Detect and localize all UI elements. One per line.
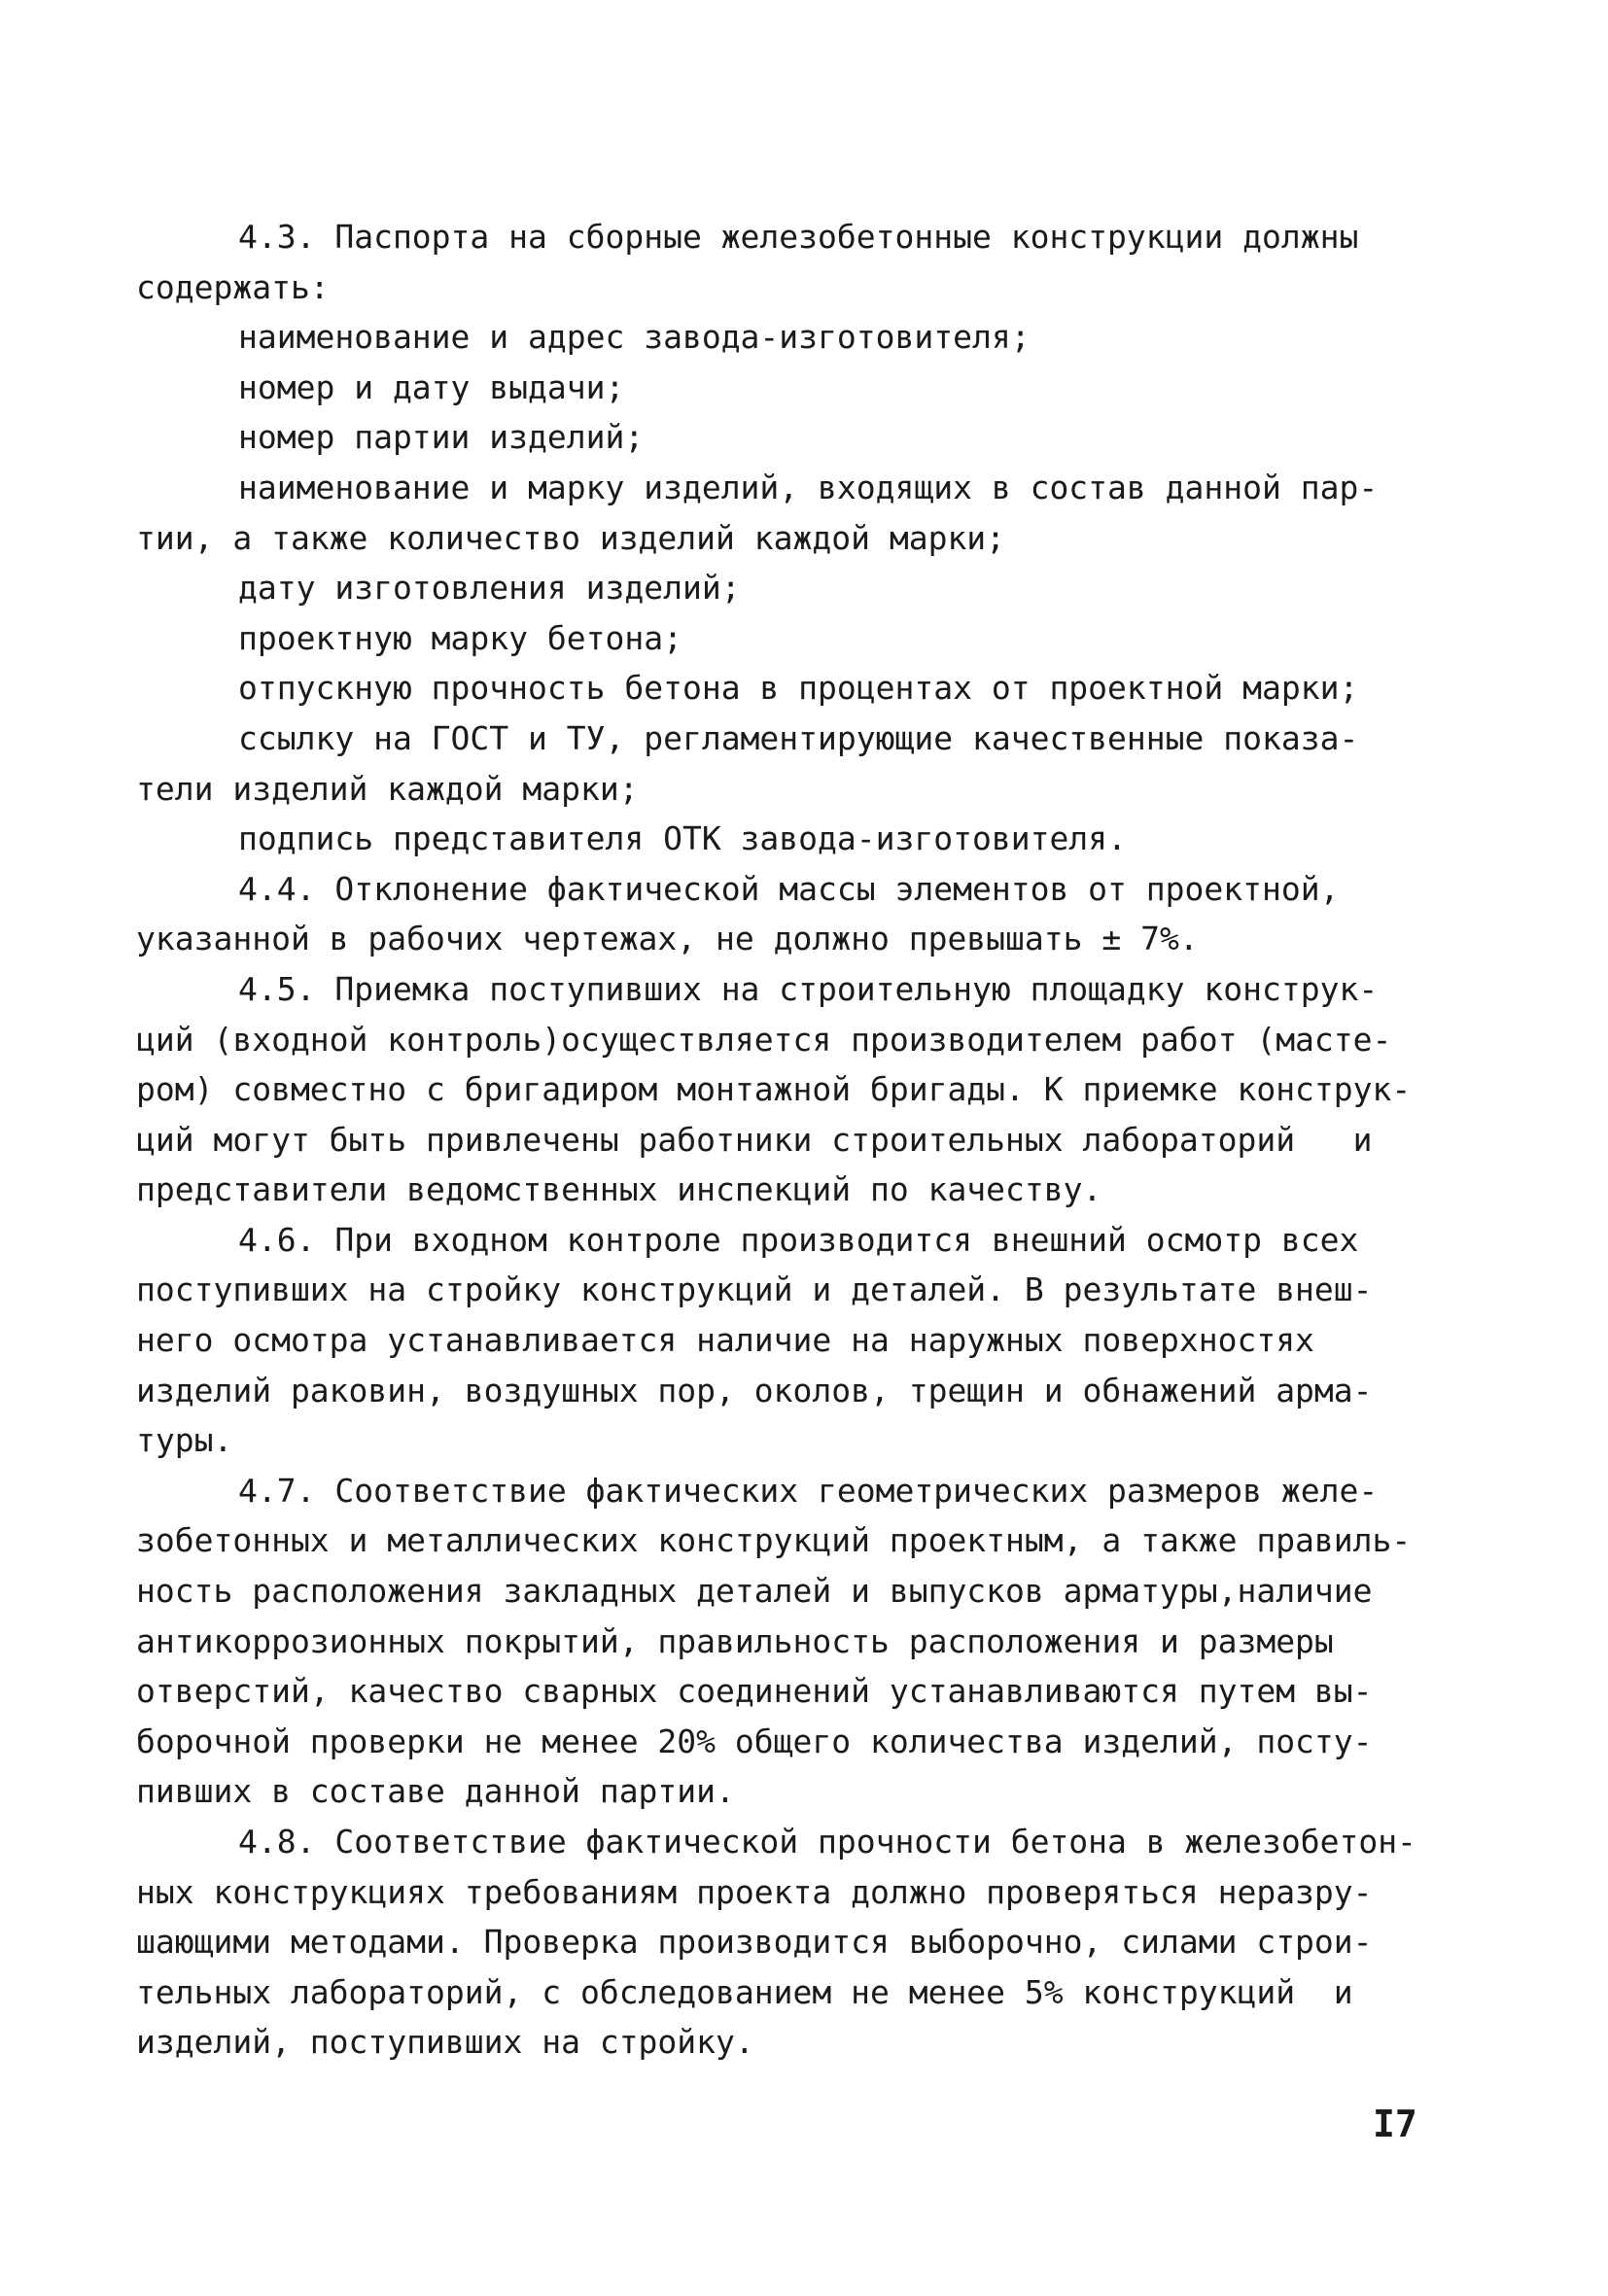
text-line: 4.6. При входном контроле производится внешний осмотр всех xyxy=(238,1220,1359,1259)
text-line: изделий, поступивших на стройку. xyxy=(136,2023,754,2062)
text-line: подпись представителя ОТК завода-изготовителя. xyxy=(238,819,1127,858)
text-line: зобетонных и металлических конструкций проектным, а также правиль- xyxy=(136,1521,1412,1560)
text-line: указанной в рабочих чертежах, не должно превышать ± 7%. xyxy=(136,920,1199,958)
text-line: наименование и марку изделий, входящих в состав данной пар- xyxy=(238,468,1379,506)
text-line: отпускную прочность бетона в процентах от проектной марки; xyxy=(238,669,1359,708)
text-line: проектную марку бетона; xyxy=(238,618,682,657)
text-line: 4.8. Соответствие фактической прочности бетона в железобетон- xyxy=(238,1823,1416,1861)
text-line: изделий раковин, воздушных пор, околов, трещин и обнажений арма- xyxy=(136,1371,1373,1409)
text-line: ций (входной контроль)осуществляется производителем работ (масте- xyxy=(136,1020,1392,1059)
text-line: ссылку на ГОСТ и ТУ, регламентирующие качественные показа- xyxy=(238,718,1359,757)
text-line: него осмотра устанавливается наличие на наружных поверхностях xyxy=(136,1321,1314,1360)
text-line: содержать: xyxy=(136,267,330,306)
text-line: тии, а также количество изделий каждой марки; xyxy=(136,518,1006,557)
text-line: пивших в составе данной партии. xyxy=(136,1772,735,1811)
text-line: ром) совместно с бригадиром монтажной бригады. К приемке конструк- xyxy=(136,1070,1412,1109)
text-line: борочной проверки не менее 20% общего количества изделий, посту- xyxy=(136,1722,1373,1760)
text-line: наименование и адрес завода-изготовителя; xyxy=(238,318,1031,357)
text-line: ность расположения закладных деталей и выпусков арматуры,наличие xyxy=(136,1572,1373,1611)
text-line: представители ведомственных инспекций по качеству. xyxy=(136,1170,1102,1209)
text-line: 4.7. Соответствие фактических геометрических размеров желе- xyxy=(238,1471,1379,1510)
text-line: отверстий, качество сварных соединений устанавливаются путем вы- xyxy=(136,1672,1373,1711)
page-number: I7 xyxy=(1373,2103,1417,2145)
text-line: номер партии изделий; xyxy=(238,418,645,457)
text-line: номер и дату выдачи; xyxy=(238,367,625,406)
text-line: тели изделий каждой марки; xyxy=(136,769,639,808)
text-line: шающими методами. Проверка производится выборочно, силами строи- xyxy=(136,1923,1373,1962)
text-line: поступивших на стройку конструкций и деталей. В результате внеш- xyxy=(136,1270,1373,1309)
text-line: 4.4. Отклонение фактической массы элементов от проектной, xyxy=(238,869,1340,908)
text-line: 4.3. Паспорта на сборные железобетонные конструкции должны xyxy=(238,218,1359,256)
text-line: туры. xyxy=(136,1421,233,1460)
text-line: ных конструкциях требованиям проекта должно проверяться неразру- xyxy=(136,1872,1373,1911)
text-line: антикоррозионных покрытий, правильность расположения и размеры xyxy=(136,1621,1334,1660)
text-line: 4.5. Приемка поступивших на строительную площадку конструк- xyxy=(238,969,1379,1008)
text-line: дату изготовления изделий; xyxy=(238,569,741,608)
text-line: тельных лабораторий, с обследованием не менее 5% конструкций и xyxy=(136,1972,1353,2011)
text-line: ций могут быть привлечены работники строительных лабораторий и xyxy=(136,1120,1373,1159)
body-text xyxy=(136,212,1478,2068)
